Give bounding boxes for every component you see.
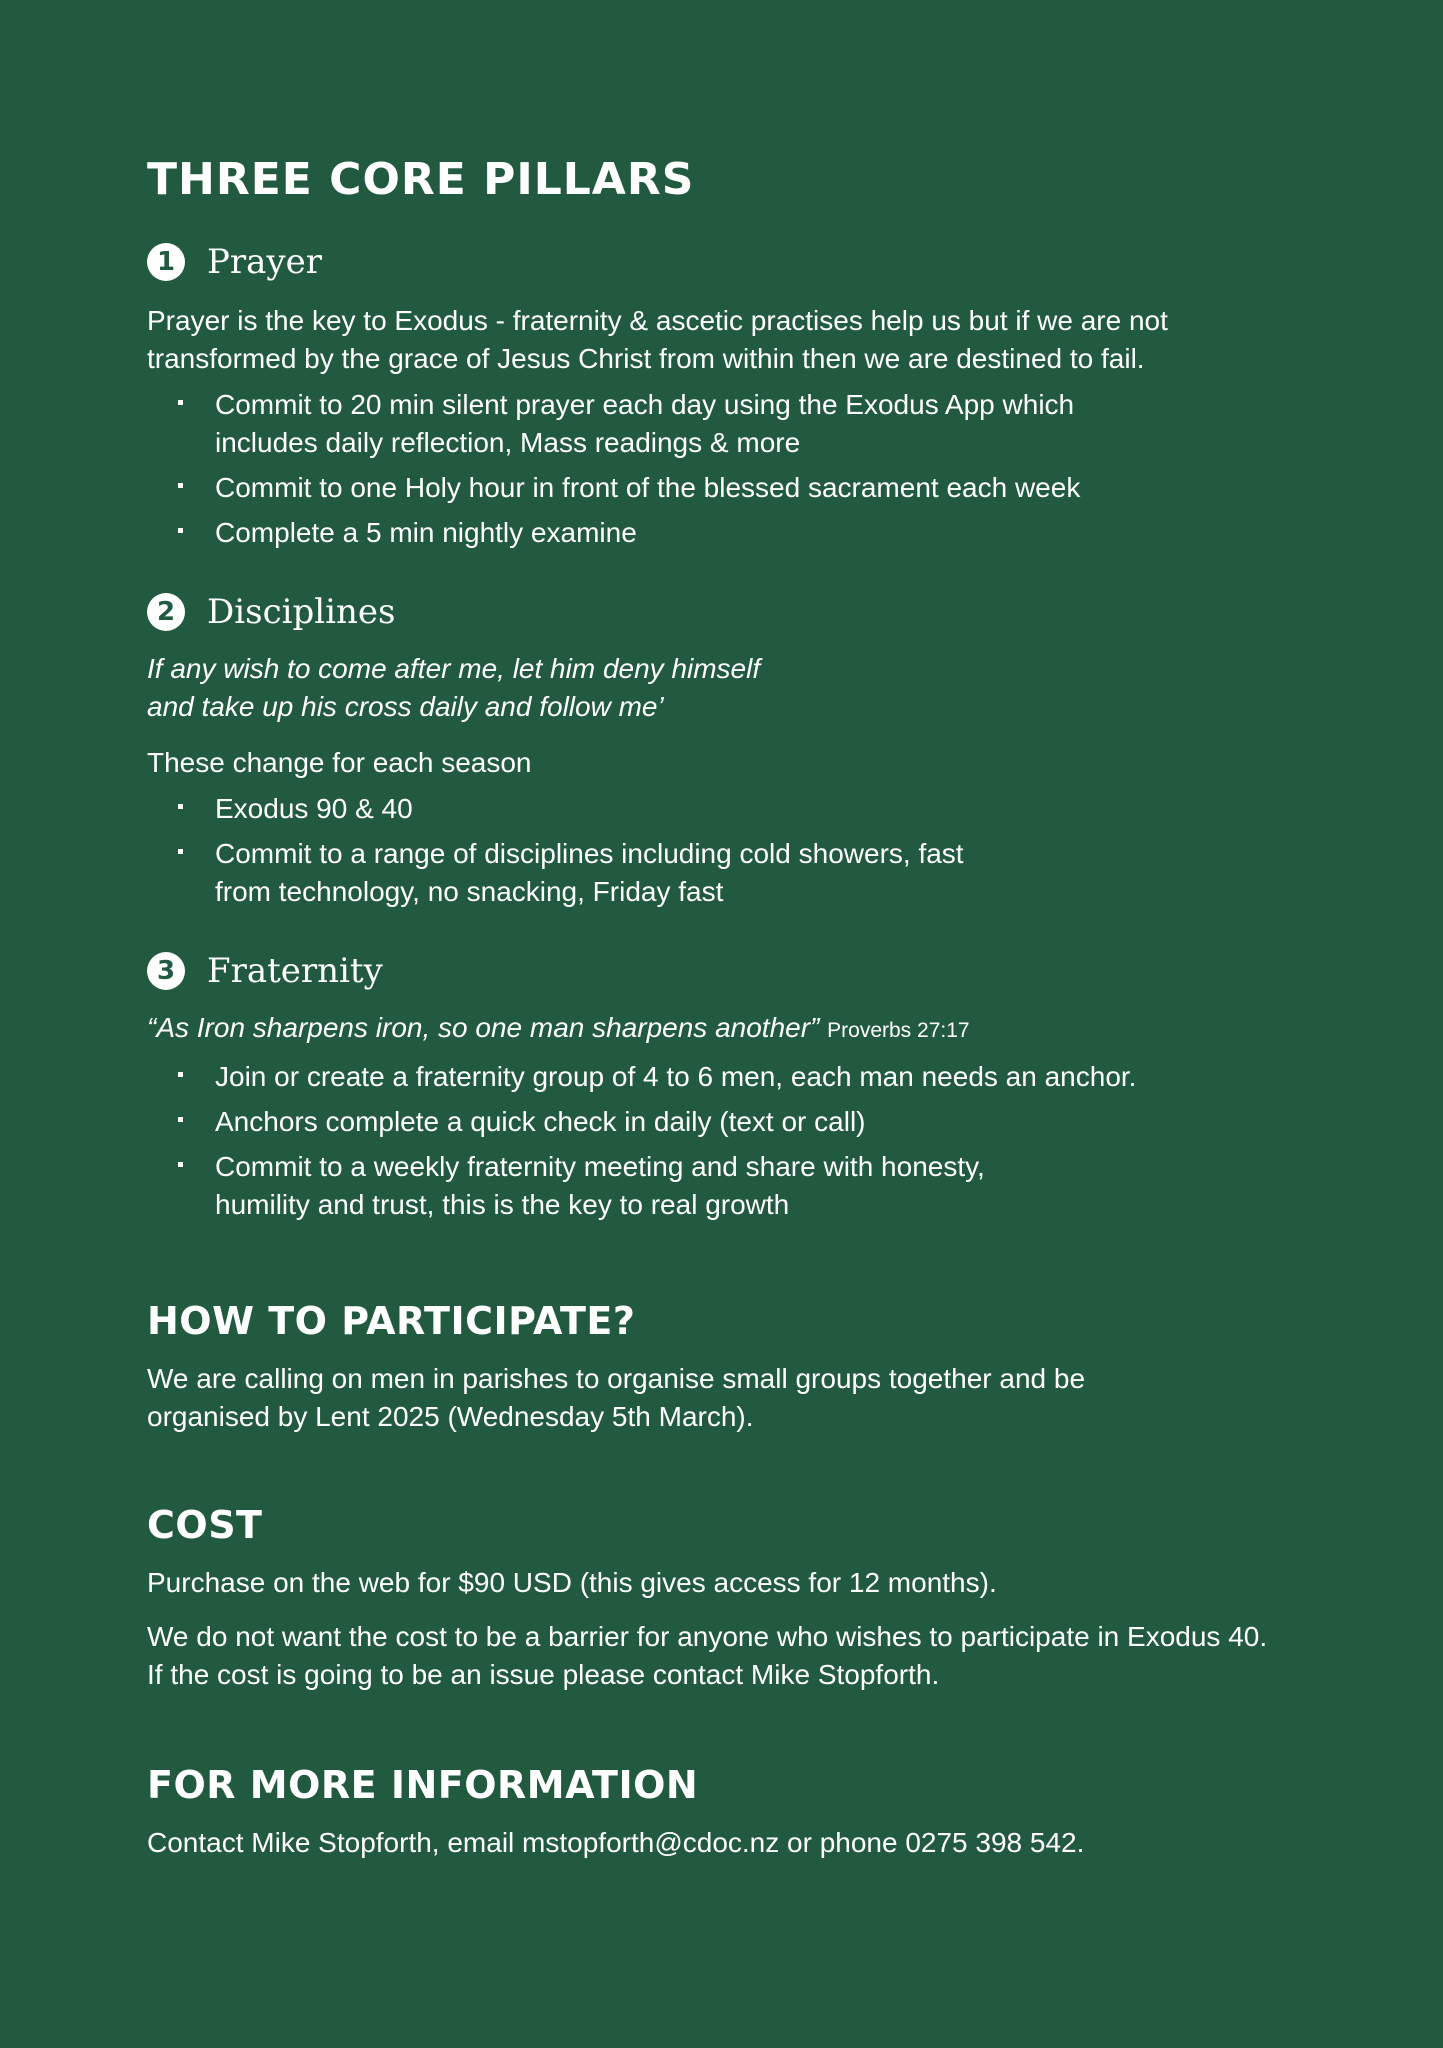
disciplines-season-note: These change for each season [147,747,532,778]
list-item [147,514,1147,552]
list-item [147,469,1147,507]
bullet-icon [178,1117,183,1122]
number-three-badge: 3 [147,952,185,990]
bullet-icon [178,1162,183,1167]
prayer-list [147,386,1147,552]
info-heading: FOR MORE INFORMATION [147,1763,699,1807]
fraternity-quote [147,1009,1327,1050]
quote-line: If any wish to come after me, let him deny himself [147,653,761,684]
list-item-text: Join or create a fraternity group of 4 to 6 men, each man needs an anchor. [215,1061,1137,1092]
quote-reference: Proverbs 27:17 [827,1019,970,1042]
list-item [147,386,1147,462]
list-item-text: Complete a 5 min nightly examine [215,517,637,548]
participate-body: We are calling on men in parishes to organise small groups together and be organised by Lent 2025 (Wednesday 5th March). [147,1363,1086,1432]
list-item-text: Commit to 20 min silent prayer each day using the Exodus App which includes daily reflection, Mass readings & more [215,389,1075,458]
info-body: Contact Mike Stopforth, email mstopforth@cdoc.nz or phone 0275 398 542. [147,1827,1085,1858]
content [147,150,1327,1862]
quote-text: “As Iron sharpens iron, so one man sharpens another” [147,1012,820,1043]
bullet-icon [178,804,183,809]
list-item-text: Exodus 90 & 40 [215,793,413,824]
number-two-badge: 2 [147,593,185,631]
bullet-icon [178,849,183,854]
bullet-icon [178,400,183,405]
pillar-title: Fraternity [207,951,383,991]
fraternity-list [147,1058,1327,1224]
quote-line: and take up his cross daily and follow me’ [147,691,664,722]
prayer-intro: Prayer is the key to Exodus - fraternity & ascetic practises help us but if we are not transformed by the grace of Jesus Christ from within then we are destined to fail. [147,305,1168,374]
list-item [147,1148,1035,1224]
disciplines-quote [147,650,1327,726]
pillar-disciplines-heading [147,590,1327,634]
cost-heading: COST [147,1503,263,1547]
cost-body-note: We do not want the cost to be a barrier for anyone who wishes to participate in Exodus 40. If the cost is going to be an issue please contact Mike Stopforth. [147,1621,1268,1690]
list-item-text: Commit to one Holy hour in front of the blessed sacrament each week [215,472,1081,503]
list-item-text: Anchors complete a quick check in daily (text or call) [215,1106,866,1137]
number-one-badge: 1 [147,243,185,281]
pillar-prayer-heading [147,240,1327,284]
cost-body-price: Purchase on the web for $90 USD (this gives access for 12 months). [147,1567,997,1598]
participate-heading: HOW TO PARTICIPATE? [147,1299,636,1343]
pillar-title: Prayer [207,242,322,282]
page-title: THREE CORE PILLARS [147,154,695,205]
list-item [147,1103,1327,1141]
list-item-text: Commit to a weekly fraternity meeting and share with honesty, humility and trust, this is the key to real growth [215,1151,985,1220]
list-item [147,790,1007,828]
list-item [147,1058,1327,1096]
bullet-icon [178,528,183,533]
bullet-icon [178,483,183,488]
pillar-fraternity-heading [147,949,1327,993]
pillar-title: Disciplines [207,592,396,632]
bullet-icon [178,1072,183,1077]
list-item [147,835,1007,911]
list-item-text: Commit to a range of disciplines including cold showers, fast from technology, no snacking, Friday fast [215,838,964,907]
disciplines-list [147,790,1007,911]
